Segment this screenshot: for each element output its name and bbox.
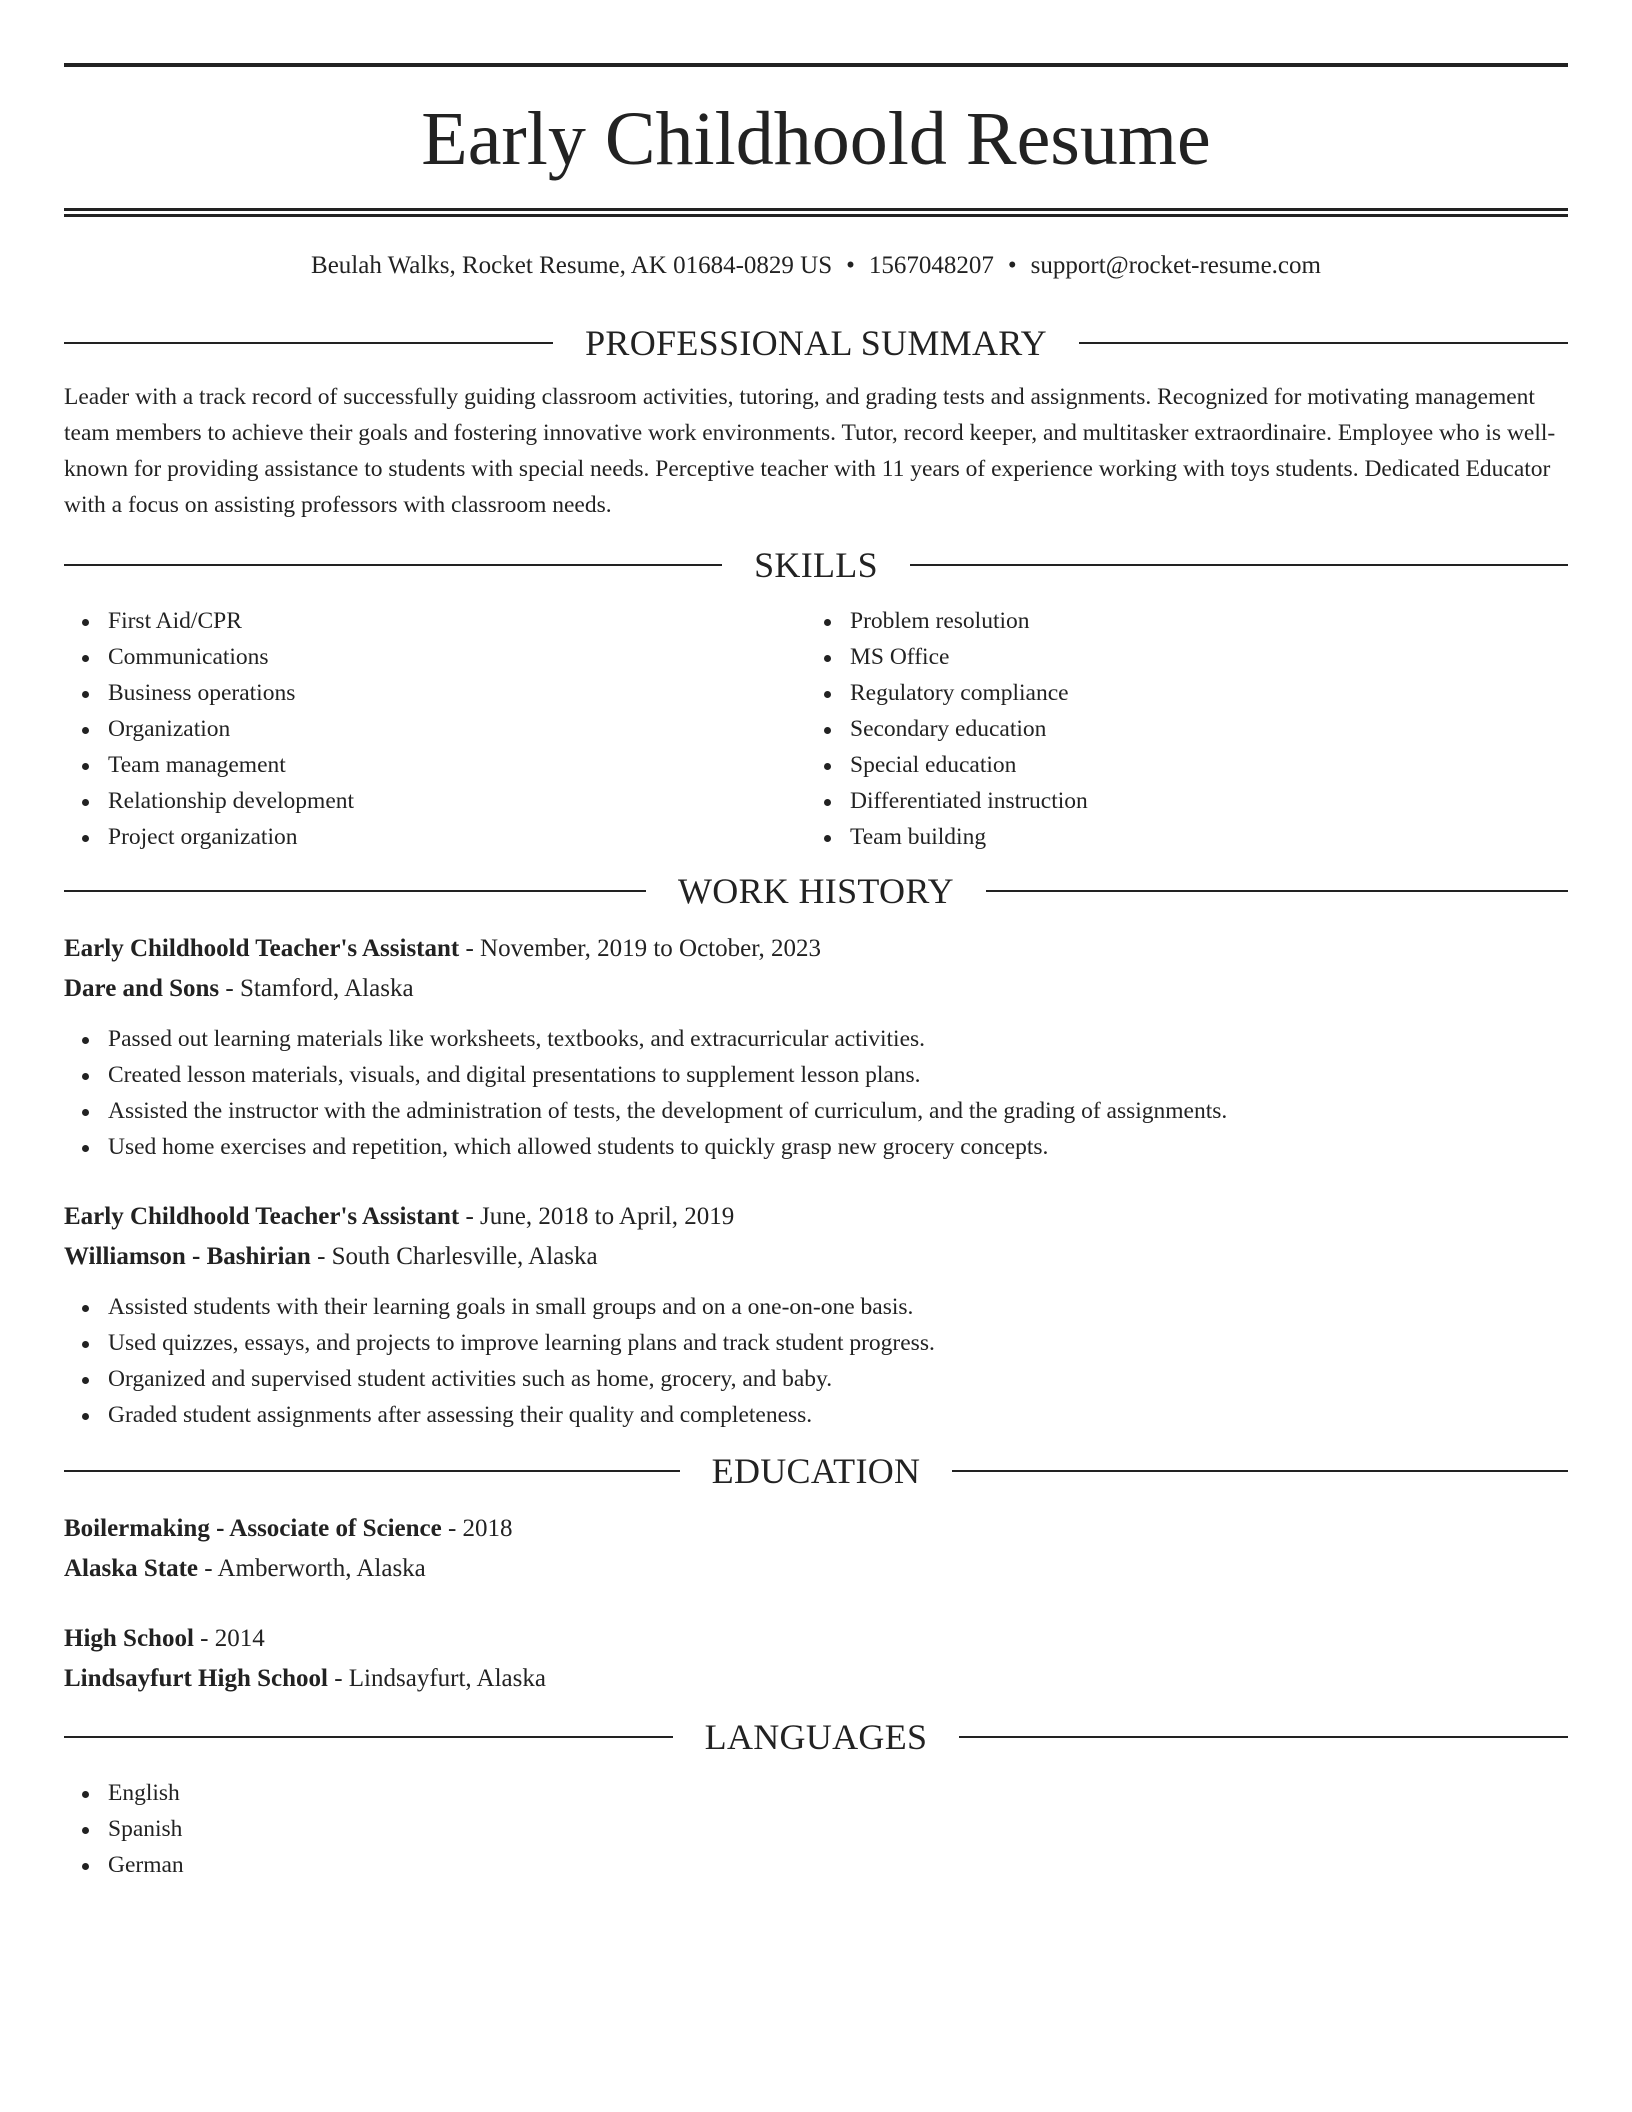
- contact-address: Beulah Walks, Rocket Resume, AK 01684-0829 US: [311, 252, 833, 279]
- section-title: PROFESSIONAL SUMMARY: [585, 323, 1047, 363]
- degree-year: - 2018: [441, 1515, 513, 1542]
- section-title: SKILLS: [754, 545, 878, 585]
- job-title-line: [64, 1197, 1568, 1237]
- school: Alaska State: [64, 1555, 199, 1582]
- skills-list: [64, 603, 1568, 855]
- language-item: German: [108, 1847, 1568, 1883]
- job-title-line: [64, 929, 1568, 969]
- school-location: - Lindsayfurt, Alaska: [327, 1665, 546, 1692]
- skill-item: Regulatory compliance: [850, 675, 1548, 711]
- job-bullet: Assisted students with their learning goals in small groups and on a one-on-one basis.: [108, 1289, 1568, 1325]
- job-bullet: Graded student assignments after assessing their quality and completeness.: [108, 1397, 1568, 1433]
- language-item: Spanish: [108, 1811, 1568, 1847]
- skill-item: Secondary education: [850, 711, 1548, 747]
- section-heading-languages: [64, 1715, 1568, 1759]
- section-title: LANGUAGES: [704, 1717, 928, 1757]
- job-title: Early Childhoold Teacher's Assistant: [64, 1203, 460, 1230]
- heading-rule: [1079, 342, 1568, 344]
- heading-rule: [64, 342, 553, 344]
- job-bullet: Passed out learning materials like worksheets, textbooks, and extracurricular activities.: [108, 1021, 1568, 1057]
- work-entry: [64, 1197, 1568, 1433]
- contact-email: support@rocket-resume.com: [1030, 252, 1321, 279]
- skill-item: First Aid/CPR: [108, 603, 806, 639]
- section-heading-work: [64, 869, 1568, 913]
- heading-rule: [959, 1736, 1568, 1738]
- school-line: [64, 1549, 1568, 1589]
- section-title: EDUCATION: [711, 1451, 921, 1491]
- section-heading-education: [64, 1449, 1568, 1493]
- contact-line: [64, 251, 1568, 281]
- job-bullet: Assisted the instructor with the administration of tests, the development of curriculum, and the grading of assignments.: [108, 1093, 1568, 1129]
- school: Lindsayfurt High School: [64, 1665, 328, 1692]
- heading-rule: [910, 564, 1568, 566]
- skill-item: Project organization: [108, 819, 806, 855]
- school-line: [64, 1659, 1568, 1699]
- heading-rule: [64, 890, 646, 892]
- skill-item: Team management: [108, 747, 806, 783]
- skill-item: Relationship development: [108, 783, 806, 819]
- heading-rule: [952, 1470, 1568, 1472]
- skill-item: Differentiated instruction: [850, 783, 1548, 819]
- resume-title: Early Childhoold Resume: [421, 97, 1211, 181]
- job-bullets: [64, 1289, 1568, 1433]
- job-company-line: [64, 1237, 1568, 1277]
- degree-line: [64, 1619, 1568, 1659]
- job-location: - Stamford, Alaska: [219, 975, 414, 1002]
- education-entry: [64, 1619, 1568, 1699]
- job-company: Williamson - Bashirian: [64, 1243, 311, 1270]
- skill-item: Team building: [850, 819, 1548, 855]
- job-bullet: Used home exercises and repetition, which allowed students to quickly grasp new grocery concepts.: [108, 1129, 1568, 1165]
- job-bullets: [64, 1021, 1568, 1165]
- degree-year: - 2014: [193, 1625, 265, 1652]
- language-item: English: [108, 1775, 1568, 1811]
- job-dates: - November, 2019 to October, 2023: [459, 935, 822, 962]
- job-title: Early Childhoold Teacher's Assistant: [64, 935, 460, 962]
- job-bullet: Created lesson materials, visuals, and digital presentations to supplement lesson plans.: [108, 1057, 1568, 1093]
- degree-line: [64, 1509, 1568, 1549]
- job-bullet: Organized and supervised student activities such as home, grocery, and baby.: [108, 1361, 1568, 1397]
- contact-separator: •: [846, 252, 855, 279]
- job-location: - South Charlesville, Alaska: [310, 1243, 598, 1270]
- skills-column-right: [806, 603, 1548, 855]
- school-location: - Amberworth, Alaska: [198, 1555, 426, 1582]
- section-heading-skills: [64, 543, 1568, 587]
- summary-text: Leader with a track record of successfully guiding classroom activities, tutoring, and grading tests and assignments. Recognized for motivating management team members to achieve their goals and fostering innovative work environments. Tutor, record keeper, and multitasker extraordinaire. Employee who is well-known for providing assistance to students with special needs. Perceptive teacher with 11 years of experience working with toys students. Dedicated Educator with a focus on assisting professors with classroom needs.: [64, 384, 1556, 518]
- job-bullet: Used quizzes, essays, and projects to improve learning plans and track student progress.: [108, 1325, 1568, 1361]
- work-entry: [64, 929, 1568, 1165]
- heading-rule: [64, 1470, 680, 1472]
- job-dates: - June, 2018 to April, 2019: [459, 1203, 735, 1230]
- skill-item: Communications: [108, 639, 806, 675]
- top-rule: [64, 63, 1568, 67]
- skills-column-left: [64, 603, 806, 855]
- degree: Boilermaking - Associate of Science: [64, 1515, 442, 1542]
- title-double-rule: [64, 208, 1568, 217]
- job-company-line: [64, 969, 1568, 1009]
- skills-left-list: [64, 603, 806, 855]
- contact-phone: 1567048207: [868, 252, 994, 279]
- section-title: WORK HISTORY: [678, 871, 954, 911]
- heading-rule: [64, 1736, 673, 1738]
- skill-item: Organization: [108, 711, 806, 747]
- contact-separator: •: [1007, 252, 1017, 279]
- heading-rule: [986, 890, 1568, 892]
- skill-item: Problem resolution: [850, 603, 1548, 639]
- languages-list: [64, 1775, 1568, 1883]
- skill-item: Special education: [850, 747, 1548, 783]
- skills-right-list: [806, 603, 1548, 855]
- job-company: Dare and Sons: [64, 975, 220, 1002]
- degree: High School: [64, 1625, 194, 1652]
- skill-item: MS Office: [850, 639, 1548, 675]
- education-entry: [64, 1509, 1568, 1589]
- skill-item: Business operations: [108, 675, 806, 711]
- section-heading-summary: [64, 321, 1568, 365]
- heading-rule: [64, 564, 722, 566]
